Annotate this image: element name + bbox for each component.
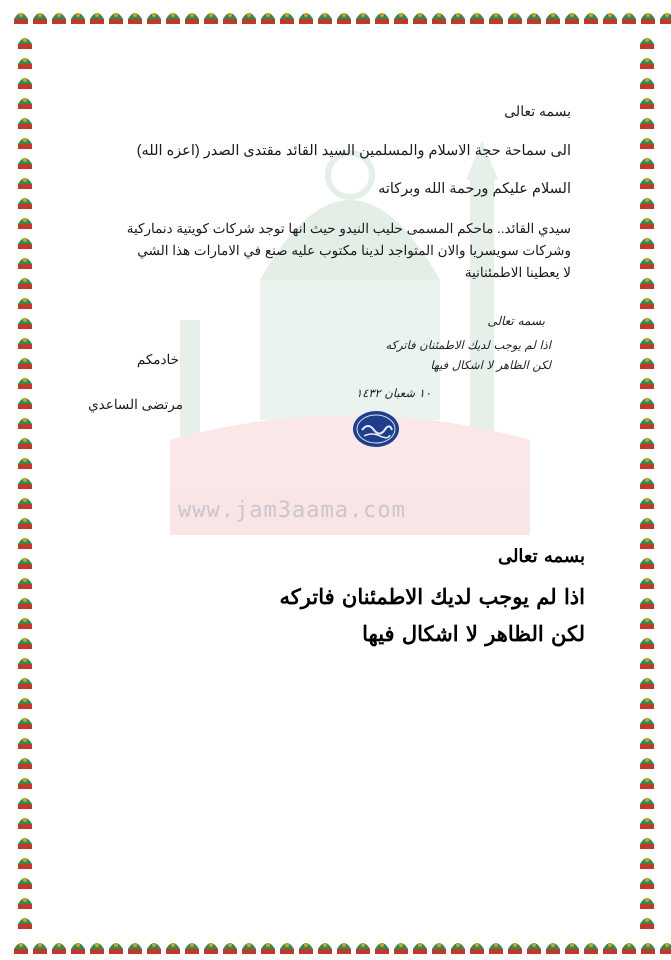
border-motif — [109, 943, 123, 954]
handwritten-line-3: لكن الظاهر لا اشكال فيها — [430, 358, 551, 372]
border-motif — [432, 943, 446, 954]
border-motif — [640, 258, 654, 269]
border-motif — [489, 13, 503, 24]
border-motif — [18, 138, 32, 149]
border-motif — [394, 943, 408, 954]
border-motif — [356, 13, 370, 24]
border-motif — [432, 13, 446, 24]
border-motif — [470, 13, 484, 24]
border-motif — [18, 558, 32, 569]
border-motif — [18, 118, 32, 129]
letter-greeting: السلام عليكم ورحمة الله وبركاته — [378, 181, 571, 197]
answer-opening: بسمه تعالى — [497, 546, 585, 567]
office-seal-stamp — [352, 410, 400, 448]
border-motif — [18, 218, 32, 229]
border-motif — [375, 943, 389, 954]
border-motif — [18, 58, 32, 69]
border-motif — [640, 198, 654, 209]
border-motif — [640, 278, 654, 289]
border-motif — [622, 943, 636, 954]
border-motif — [640, 358, 654, 369]
border-motif — [18, 398, 32, 409]
border-motif — [18, 838, 32, 849]
border-motif — [109, 13, 123, 24]
question-line-3: لا يعطينا الاطمئنانية — [464, 265, 571, 280]
border-motif — [18, 38, 32, 49]
border-motif — [640, 718, 654, 729]
border-motif — [223, 943, 237, 954]
border-motif — [33, 943, 47, 954]
border-motif — [640, 418, 654, 429]
border-motif — [18, 278, 32, 289]
border-motif — [18, 738, 32, 749]
border-motif — [18, 578, 32, 589]
letter-addressee: الى سماحة حجة الاسلام والمسلمين السيد القائد مقتدى الصدر (اعزه الله) — [136, 143, 571, 159]
border-motif — [565, 13, 579, 24]
border-motif — [640, 898, 654, 909]
border-motif — [18, 298, 32, 309]
border-motif — [640, 478, 654, 489]
border-left — [12, 20, 38, 936]
border-motif — [204, 13, 218, 24]
border-motif — [640, 758, 654, 769]
border-motif — [52, 943, 66, 954]
border-motif — [318, 943, 332, 954]
border-motif — [18, 898, 32, 909]
border-motif — [90, 13, 104, 24]
border-motif — [640, 98, 654, 109]
border-motif — [394, 13, 408, 24]
border-motif — [640, 118, 654, 129]
border-motif — [18, 758, 32, 769]
border-motif — [527, 13, 541, 24]
border-motif — [18, 98, 32, 109]
border-motif — [18, 658, 32, 669]
border-motif — [413, 13, 427, 24]
border-motif — [640, 438, 654, 449]
border-motif — [337, 13, 351, 24]
border-motif — [640, 778, 654, 789]
border-motif — [18, 878, 32, 889]
border-motif — [18, 418, 32, 429]
border-motif — [18, 198, 32, 209]
border-motif — [18, 358, 32, 369]
border-bottom — [0, 930, 671, 958]
border-motif — [147, 13, 161, 24]
border-motif — [603, 943, 617, 954]
border-motif — [640, 178, 654, 189]
border-motif — [640, 218, 654, 229]
border-motif — [299, 13, 313, 24]
border-motif — [18, 818, 32, 829]
border-motif — [18, 918, 32, 929]
handwritten-date: ١٠ شعبان ١٤٣٢ — [356, 386, 431, 400]
border-motif — [489, 943, 503, 954]
border-motif — [18, 78, 32, 89]
border-motif — [18, 438, 32, 449]
answer-line-3: لكن الظاهر لا اشكال فيها — [362, 621, 585, 646]
border-motif — [640, 558, 654, 569]
question-line-2: وشركات سويسريا والان المتواجد لدينا مكتوب عليه صنع في الامارات هذا الشي — [137, 243, 571, 258]
border-motif — [280, 943, 294, 954]
border-motif — [185, 943, 199, 954]
border-motif — [18, 158, 32, 169]
border-motif — [508, 13, 522, 24]
border-motif — [640, 458, 654, 469]
border-motif — [128, 13, 142, 24]
border-motif — [640, 238, 654, 249]
border-motif — [640, 738, 654, 749]
border-motif — [18, 478, 32, 489]
border-motif — [18, 458, 32, 469]
border-motif — [261, 943, 275, 954]
border-motif — [640, 518, 654, 529]
border-motif — [185, 13, 199, 24]
border-motif — [640, 318, 654, 329]
letter-closing: خادمكم — [136, 352, 179, 367]
border-motif — [14, 943, 28, 954]
border-motif — [640, 818, 654, 829]
border-motif — [413, 943, 427, 954]
border-motif — [18, 498, 32, 509]
border-motif — [640, 678, 654, 689]
border-motif — [584, 13, 598, 24]
border-motif — [640, 138, 654, 149]
border-motif — [640, 598, 654, 609]
border-motif — [640, 398, 654, 409]
border-motif — [640, 378, 654, 389]
border-right — [634, 20, 660, 936]
border-motif — [640, 878, 654, 889]
border-motif — [546, 13, 560, 24]
border-motif — [640, 498, 654, 509]
border-motif — [451, 13, 465, 24]
border-motif — [147, 943, 161, 954]
mosque-watermark-logo — [140, 60, 560, 560]
border-motif — [641, 943, 655, 954]
border-motif — [640, 298, 654, 309]
border-motif — [280, 13, 294, 24]
border-motif — [18, 678, 32, 689]
border-motif — [90, 943, 104, 954]
border-motif — [18, 778, 32, 789]
border-motif — [299, 943, 313, 954]
border-motif — [640, 838, 654, 849]
border-motif — [640, 38, 654, 49]
letter-question — [71, 218, 571, 284]
border-motif — [603, 13, 617, 24]
border-motif — [451, 943, 465, 954]
border-motif — [640, 78, 654, 89]
border-motif — [640, 918, 654, 929]
watermark-site-url: www.jam3aama.com — [178, 498, 406, 523]
border-motif — [640, 658, 654, 669]
border-motif — [640, 578, 654, 589]
handwritten-opening: بسمه تعالى — [487, 314, 545, 328]
letter-opening: بسمه تعالى — [504, 103, 571, 119]
border-motif — [660, 13, 671, 24]
border-motif — [204, 943, 218, 954]
border-motif — [640, 858, 654, 869]
border-motif — [337, 943, 351, 954]
border-motif — [508, 943, 522, 954]
border-motif — [640, 638, 654, 649]
border-motif — [18, 518, 32, 529]
border-top — [0, 0, 671, 28]
border-motif — [261, 13, 275, 24]
border-motif — [18, 338, 32, 349]
letter-signer: مرتضى الساعدي — [88, 397, 183, 412]
border-motif — [242, 943, 256, 954]
border-motif — [18, 178, 32, 189]
border-motif — [242, 13, 256, 24]
border-motif — [71, 943, 85, 954]
border-motif — [640, 698, 654, 709]
border-motif — [71, 13, 85, 24]
border-motif — [18, 858, 32, 869]
border-motif — [640, 158, 654, 169]
border-motif — [318, 13, 332, 24]
border-motif — [18, 618, 32, 629]
border-motif — [640, 58, 654, 69]
border-motif — [375, 13, 389, 24]
border-motif — [166, 13, 180, 24]
border-motif — [18, 638, 32, 649]
border-motif — [18, 798, 32, 809]
border-motif — [18, 238, 32, 249]
border-motif — [640, 538, 654, 549]
border-motif — [18, 258, 32, 269]
border-motif — [128, 943, 142, 954]
border-motif — [18, 718, 32, 729]
border-motif — [52, 13, 66, 24]
border-motif — [18, 378, 32, 389]
border-motif — [640, 338, 654, 349]
border-motif — [640, 618, 654, 629]
border-motif — [166, 943, 180, 954]
border-motif — [18, 538, 32, 549]
border-motif — [18, 698, 32, 709]
border-motif — [18, 318, 32, 329]
border-motif — [660, 943, 671, 954]
border-motif — [584, 943, 598, 954]
border-motif — [470, 943, 484, 954]
border-motif — [640, 798, 654, 809]
question-line-1: سيدي القائد.. ماحكم المسمى حليب النيدو حيث انها توجد شركات كويتية دنماركية — [126, 221, 571, 236]
border-motif — [527, 943, 541, 954]
handwritten-line-2: اذا لم يوجب لديك الاطمئنان فاتركه — [385, 338, 551, 352]
border-motif — [223, 13, 237, 24]
border-motif — [565, 943, 579, 954]
border-motif — [356, 943, 370, 954]
answer-line-2: اذا لم يوجب لديك الاطمئنان فاتركه — [279, 584, 585, 609]
border-motif — [546, 943, 560, 954]
border-motif — [18, 598, 32, 609]
